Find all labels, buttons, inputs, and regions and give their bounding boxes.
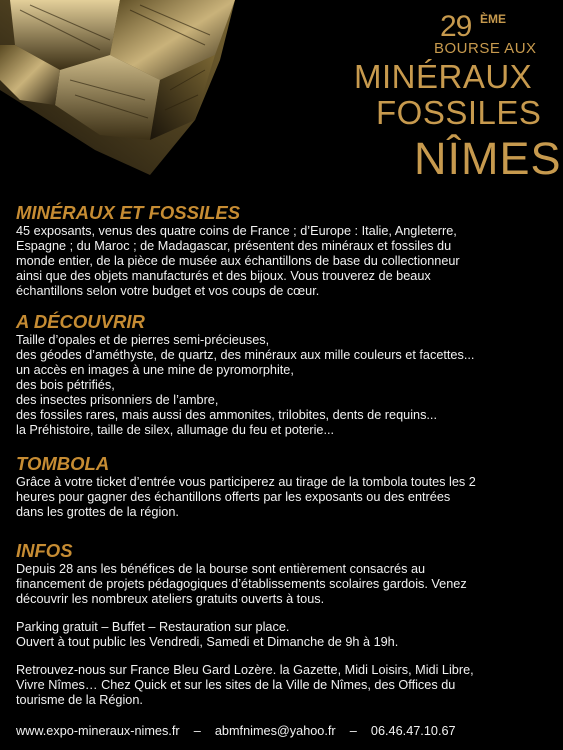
edition-number: 29 xyxy=(440,10,472,43)
text-line: des fossiles rares, mais aussi des ammonites, trilobites, dents de requins... xyxy=(16,408,437,422)
email-link[interactable]: abmfnimes@yahoo.fr xyxy=(214,724,336,738)
practical-line: Ouvert à tout public les Vendredi, Samedi et Dimanche de 9h à 19h. xyxy=(16,635,399,649)
text-line: un accès en images à une mine de pyromorphite, xyxy=(16,363,294,377)
section-title: MINÉRAUX ET FOSSILES xyxy=(16,202,241,223)
text-line: des géodes d’améthyste, de quartz, des minéraux aux mille couleurs et facettes... xyxy=(16,348,475,362)
section-tombola xyxy=(16,454,551,520)
text-line: heures pour gagner des échantillons offerts par les exposants ou des entrées xyxy=(16,490,451,504)
title-fossiles: FOSSILES xyxy=(376,94,542,131)
text-line: dans les grottes de la région. xyxy=(16,505,179,519)
title-bourse: BOURSE AUX xyxy=(434,40,537,57)
title-city: NÎMES xyxy=(414,133,562,184)
text-line: des insectes prisonniers de l’ambre, xyxy=(16,393,219,407)
pyrite-crystal-image xyxy=(0,0,250,190)
website-link[interactable]: www.expo-mineraux-nimes.fr xyxy=(16,724,180,738)
edition-superscript: ÈME xyxy=(480,12,507,26)
text-line: échantillons selon votre budget et vos coups de cœur. xyxy=(16,284,320,298)
phone-number[interactable]: 06.46.47.10.67 xyxy=(370,724,456,738)
text-line: Taille d’opales et de pierres semi-précieuses, xyxy=(16,333,270,347)
text-line: Depuis 28 ans les bénéfices de la bourse sont entièrement consacrés au xyxy=(16,562,426,576)
media-line: Vivre Nîmes… Chez Quick et sur les sites de la Ville de Nîmes, des Offices du xyxy=(16,678,456,692)
text-line: monde entier, de la pièce de musée aux échantillons de base du collectionneur xyxy=(16,254,460,268)
text-line: la Préhistoire, taille de silex, allumage du feu et poterie... xyxy=(16,423,335,437)
section-title: TOMBOLA xyxy=(16,453,110,474)
text-line: Grâce à votre ticket d’entrée vous participerez au tirage de la tombola toutes les 2 xyxy=(16,475,476,489)
text-line: 45 exposants, venus des quatre coins de France ; d’Europe : Italie, Angleterre, xyxy=(16,224,457,238)
practical-line: Parking gratuit – Buffet – Restauration sur place. xyxy=(16,620,290,634)
media-line: Retrouvez-nous sur France Bleu Gard Lozère. la Gazette, Midi Loisirs, Midi Libre, xyxy=(16,663,474,677)
section-title: A DÉCOUVRIR xyxy=(16,311,145,332)
section-mineraux xyxy=(16,203,551,299)
title-mineraux: MINÉRAUX xyxy=(354,58,533,95)
text-line: Espagne ; du Maroc ; de Madagascar, présentent des minéraux et fossiles du xyxy=(16,239,452,253)
section-title: INFOS xyxy=(16,540,73,561)
separator: – xyxy=(193,724,201,738)
text-line: financement de projets pédagogiques d’établissements scolaires gardois. Venez xyxy=(16,577,467,591)
separator: – xyxy=(349,724,357,738)
text-line: ainsi que des objets manufacturés et des bijoux. Vous trouverez de beaux xyxy=(16,269,431,283)
media-line: tourisme de la Région. xyxy=(16,693,143,707)
text-line: des bois pétrifiés, xyxy=(16,378,115,392)
section-decouvrir xyxy=(16,312,551,438)
section-infos xyxy=(16,541,551,708)
contact-footer xyxy=(16,724,556,738)
text-line: découvrir les nombreux ateliers gratuits ouverts à tous. xyxy=(16,592,325,606)
